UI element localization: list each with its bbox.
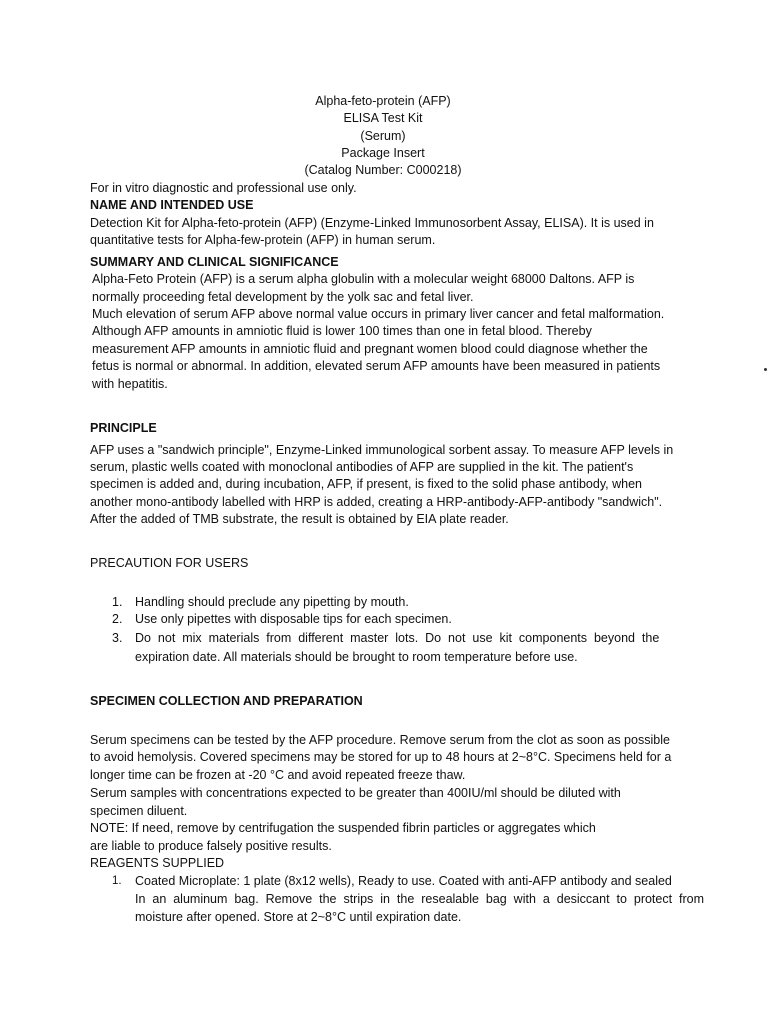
paragraph-line: fetus is normal or abnormal. In addition, elevated serum AFP amounts have been measured in patients [92, 359, 661, 373]
list-number: 1. [112, 595, 123, 609]
list-number: 1. [112, 875, 122, 887]
list-item: Use only pipettes with disposable tips for each specimen. [135, 612, 452, 626]
list-item-continuation: moisture after opened. Store at 2~8°C until expiration date. [135, 910, 462, 924]
paragraph-line: Alpha-Feto Protein (AFP) is a serum alpha globulin with a molecular weight 68000 Daltons. AFP is [92, 272, 635, 286]
paragraph-line: After the added of TMB substrate, the result is obtained by EIA plate reader. [90, 512, 509, 526]
list-item-continuation: In an aluminum bag. Remove the strips in the resealable bag with a desiccant to protect from [135, 892, 705, 906]
list-item: Handling should preclude any pipetting by mouth. [135, 595, 409, 609]
catalog-number: (Catalog Number: C000218) [304, 163, 462, 177]
paragraph-line: specimen is added and, during incubation, AFP, if present, is fixed to the solid phase antibody, when [90, 477, 642, 491]
section-heading-principle: PRINCIPLE [90, 421, 157, 435]
document-title: Alpha-feto-protein (AFP) [315, 94, 451, 108]
paragraph-line: AFP uses a "sandwich principle", Enzyme-Linked immunological sorbent assay. To measure AFP levels in [90, 443, 674, 457]
list-item: Do not mix materials from different master lots. Do not use kit components beyond the [135, 631, 660, 645]
paragraph-line: specimen diluent. [90, 804, 188, 818]
paragraph-line: with hepatitis. [92, 377, 168, 391]
section-heading-name: NAME AND INTENDED USE [90, 198, 254, 212]
list-number: 2. [112, 612, 123, 626]
list-number: 3. [112, 631, 123, 645]
paragraph-line: Serum specimens can be tested by the AFP procedure. Remove serum from the clot as soon as possible [90, 733, 670, 747]
paragraph-line: Serum samples with concentrations expected to be greater than 400IU/ml should be diluted with [90, 786, 621, 800]
document-sample-type: (Serum) [360, 129, 406, 143]
paragraph-line: another mono-antibody labelled with HRP is added, creating a HRP-antibody-AFP-antibody "sandwich". [90, 495, 663, 509]
paragraph-line: Much elevation of serum AFP above normal value occurs in primary liver cancer and fetal malformation. [92, 307, 665, 321]
section-heading-summary: SUMMARY AND CLINICAL SIGNIFICANCE [90, 255, 339, 269]
paragraph-line: NOTE: If need, remove by centrifugation the suspended fibrin particles or aggregates which [90, 821, 596, 835]
list-item: Coated Microplate: 1 plate (8x12 wells), Ready to use. Coated with anti-AFP antibody and sealed [135, 874, 672, 888]
paragraph-line: to avoid hemolysis. Covered specimens may be stored for up to 48 hours at 2~8°C. Specimens held for a [90, 750, 672, 764]
section-heading-specimen: SPECIMEN COLLECTION AND PREPARATION [90, 694, 363, 708]
list-item-continuation: expiration date. All materials should be brought to room temperature before use. [135, 650, 578, 664]
section-heading-precaution: PRECAUTION FOR USERS [90, 556, 249, 570]
paragraph-line: Detection Kit for Alpha-feto-protein (AFP) (Enzyme-Linked Immunosorbent Assay, ELISA). It is used in [90, 216, 654, 230]
document-type: Package Insert [341, 146, 425, 160]
document-subtitle: ELISA Test Kit [343, 111, 423, 125]
paragraph-line: Although AFP amounts in amniotic fluid is lower 100 times than one in fetal blood. Thereby [92, 324, 592, 338]
intended-use-note: For in vitro diagnostic and professional use only. [90, 181, 357, 195]
paragraph-line: are liable to produce falsely positive results. [90, 839, 332, 853]
paragraph-line: serum, plastic wells coated with monoclonal antibodies of AFP are supplied in the kit. The patient's [90, 460, 634, 474]
paragraph-line: measurement AFP amounts in amniotic fluid and pregnant women blood could diagnose whether the [92, 342, 648, 356]
paragraph-line: normally proceeding fetal development by the yolk sac and fetal liver. [92, 290, 474, 304]
section-heading-reagents: REAGENTS SUPPLIED [90, 856, 225, 870]
page-edge-dot [764, 368, 767, 371]
paragraph-line: longer time can be frozen at -20 °C and avoid repeated freeze thaw. [90, 768, 466, 782]
paragraph-line: quantitative tests for Alpha-few-protein (AFP) in human serum. [90, 233, 436, 247]
